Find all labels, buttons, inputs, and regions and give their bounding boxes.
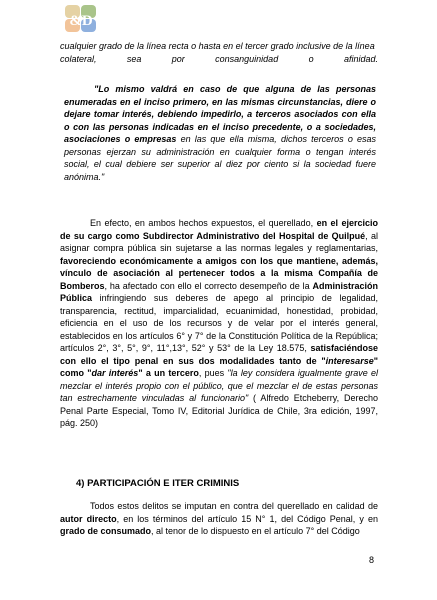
- p1-word: colateral,: [60, 53, 97, 64]
- quote-plain-text: en las que ella misma, dichos terceros o esas personas ejerzan su administración en cualquier forma o tengan interés social, el cual debiere ser superior al diez por ciento si la sociedad fuere anónima.": [64, 134, 377, 182]
- body-paragraph: [60, 217, 378, 430]
- body-bold: " a un tercero: [138, 368, 199, 378]
- body-bold: favoreciendo económicamente a amigos con los que mantiene, además, vínculo de asociación al pertenecer todos a la misma Compañía de Bomberos: [60, 255, 378, 291]
- par4-text: , al tenor de lo dispuesto en el artículo 7° del Código: [151, 526, 360, 536]
- body-text: , al asignar compra pública sin sujetarse a las normas legales y reglamentarias,: [60, 230, 378, 253]
- page-number: 8: [369, 555, 375, 565]
- p1-word: afinidad.: [343, 53, 378, 64]
- section-heading: 4) PARTICIPACIÓN E ITER CRIMINIS: [76, 478, 240, 489]
- p1-word: por: [171, 53, 185, 64]
- body-text: , pues: [198, 368, 228, 378]
- legal-quote: [64, 83, 376, 183]
- body-citation-quote: "la ley considera igualmente grave el mezclar el interés propio con el público, que el mezclar el de estas personas tan estrechamente vinculadas al funcionario": [60, 368, 378, 403]
- paragraph-fragment: [60, 40, 378, 65]
- body-bold-italic: dar interés: [91, 368, 139, 378]
- p1-word: consanguinidad: [215, 53, 279, 64]
- quote-bold-text: "Lo mismo valdrá en caso de que alguna de las personas enumeradas en el inciso primero, en las mismas circunstancias, diere o dejare tomar interés, debiendo impedirlo, a terceros asociados con ella o con las personas indicadas en el inciso precedente, o a sociedades, asociaciones o empresas: [64, 84, 376, 144]
- p1-word: sea: [126, 53, 142, 64]
- body-text: , ha afectado con ello el correcto desempeño de la: [104, 280, 313, 291]
- firm-logo: [64, 4, 98, 34]
- logo-text: &D: [69, 13, 93, 29]
- p1-word: o: [308, 53, 314, 64]
- body-text: En efecto, en ambos hechos expuestos, el querellado,: [90, 218, 317, 228]
- body-bold-italic: interesarse: [325, 355, 374, 366]
- par4-text: , en los términos del artículo 15 N° 1, del Código Penal, y en: [116, 513, 379, 524]
- par4-bold: grado de consumado: [60, 526, 152, 536]
- p1-line1: cualquier grado de la línea recta o hasta en el tercer grado inclusive de la línea: [60, 41, 375, 51]
- body-bold: " como ": [60, 355, 378, 378]
- body-bold: en el ejercicio de su cargo como Subdirector Administrativo del Hospital de Quilpué: [60, 218, 378, 241]
- body-text: infringiendo sus deberes de apego al principio de legalidad, transparencia, rectitud, imparcialidad, ecuanimidad, honestidad, probidad, eficiencia en el uso de los recursos y de velar por el interés general, establecidos en los artículos 6° y 7° de la Constitución Política de la República; artículos 2°, 3°, 5°, 9°, 11°,13°, 52° y 53° de la Ley 18.575,: [60, 293, 378, 353]
- par4-bold: autor directo: [60, 513, 117, 524]
- par4-text: Todos estos delitos se imputan en contra del querellado en calidad de: [90, 501, 378, 511]
- p1-line2: [60, 53, 378, 66]
- body-bold: satisfaciéndose con ello el tipo penal en sus dos modalidades tanto de ": [60, 343, 378, 366]
- body-bold: Administración Pública: [60, 280, 378, 303]
- body-citation-source: ( Alfredo Etcheberry, Derecho Penal Parte Especial, Tomo IV, Editorial Jurídica de Chile, 3ra edición, 1997, pág. 250): [60, 393, 378, 428]
- participation-paragraph: [60, 500, 378, 538]
